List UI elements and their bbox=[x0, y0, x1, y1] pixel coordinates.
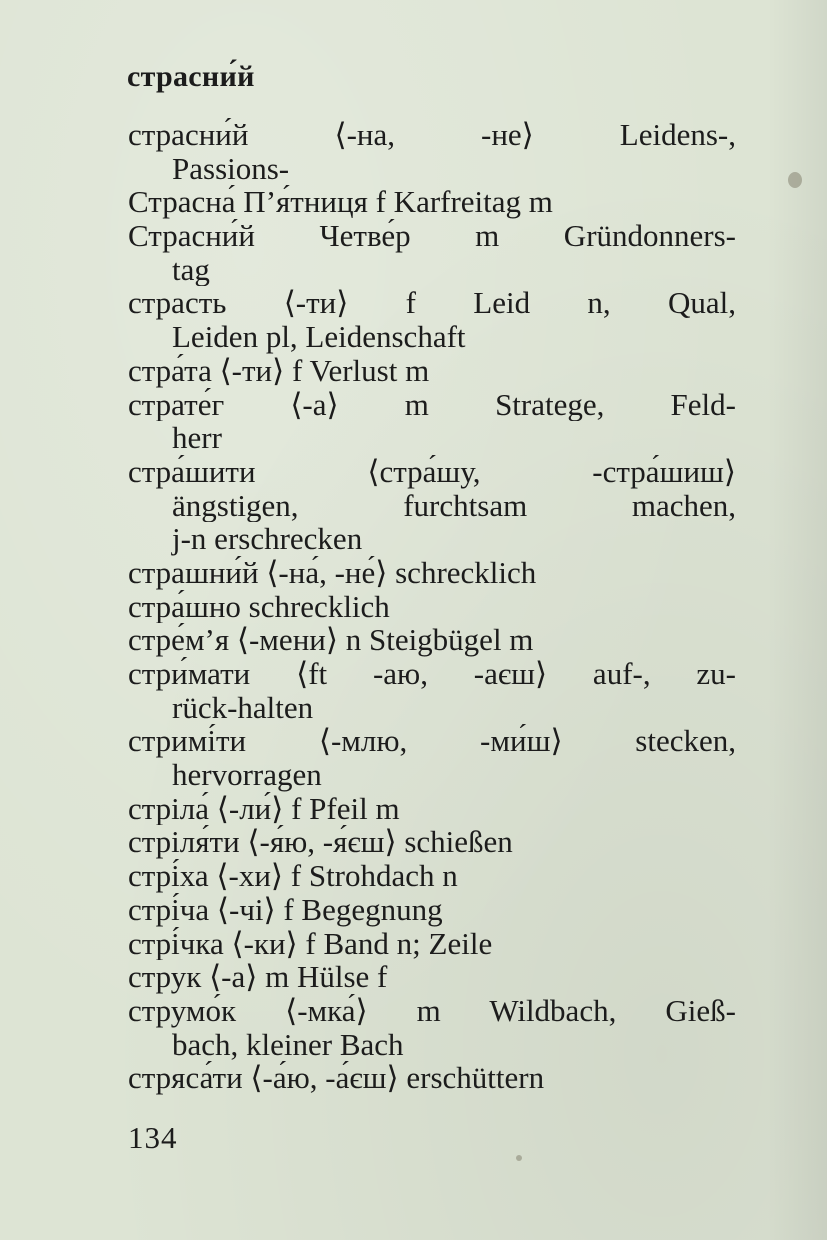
entry-continuation: herr bbox=[172, 421, 222, 455]
entry-headline: стри́мати ⟨ft -аю, -аєш⟩ auf-, zu- bbox=[128, 657, 736, 691]
entry-headline: стряса́ти ⟨-а́ю, -а́єш⟩ erschüttern bbox=[128, 1061, 545, 1095]
entry-continuation: bach, kleiner Bach bbox=[172, 1027, 404, 1062]
entry-continuation: j-n erschrecken bbox=[172, 522, 363, 556]
entry-headline: страшни́й ⟨-на́, -не́⟩ schrecklich bbox=[128, 555, 537, 590]
entry-headline: Страсни́й Четве́р m Gründonners- bbox=[128, 219, 736, 253]
paper-speck bbox=[516, 1155, 522, 1161]
entry-headline: стримі́ти ⟨-млю, -ми́ш⟩ stecken, bbox=[128, 724, 736, 759]
entry-headline: стріля́ти ⟨-я́ю, -я́єш⟩ schießen bbox=[128, 825, 513, 860]
entry-headline: стра́шно schrecklich bbox=[128, 589, 390, 624]
entry-continuation: hervorragen bbox=[172, 758, 322, 792]
entry-continuation: Passions- bbox=[172, 151, 290, 186]
entry-headline: страсть ⟨-ти⟩ f Leid n, Qual, bbox=[128, 286, 736, 321]
entry-headline: струк ⟨-а⟩ m Hülse f bbox=[128, 960, 388, 994]
page-number: 134 bbox=[128, 1120, 178, 1155]
entry-continuation: ängstigen, furchtsam machen, bbox=[172, 488, 736, 523]
running-head: страсни́й bbox=[127, 60, 255, 93]
paper-speck bbox=[788, 172, 802, 188]
entry-headline: стре́м’я ⟨-мени⟩ n Steigbügel m bbox=[128, 623, 534, 657]
entry-continuation: rück-halten bbox=[172, 690, 314, 725]
entry-headline: стра́та ⟨-ти⟩ f Verlust m bbox=[128, 353, 430, 388]
entry-headline: стрі́ча ⟨-чі⟩ f Begegnung bbox=[128, 892, 443, 927]
entry-list bbox=[128, 118, 736, 1095]
entry-continuation: tag bbox=[172, 252, 210, 287]
entry-headline: Страсна́ П’я́тниця f Karfreitag m bbox=[128, 185, 553, 220]
entry-headline: страсни́й ⟨-на, -не⟩ Leidens-, bbox=[128, 118, 736, 152]
entry-headline: стрі́чка ⟨-ки⟩ f Band n; Zeile bbox=[128, 926, 493, 961]
entry-headline: страте́г ⟨-а⟩ m Stratege, Feld- bbox=[128, 387, 736, 422]
entry-continuation: Leiden pl, Leidenschaft bbox=[172, 320, 466, 354]
entry-headline: стріла́ ⟨-ли́⟩ f Pfeil m bbox=[128, 791, 400, 826]
entry-headline: струмо́к ⟨-мка́⟩ m Wildbach, Gieß- bbox=[128, 993, 736, 1028]
entry-headline: стрі́ха ⟨-хи⟩ f Strohdach n bbox=[128, 859, 458, 893]
entry-headline: стра́шити ⟨стра́шу, -стра́шиш⟩ bbox=[128, 454, 736, 489]
